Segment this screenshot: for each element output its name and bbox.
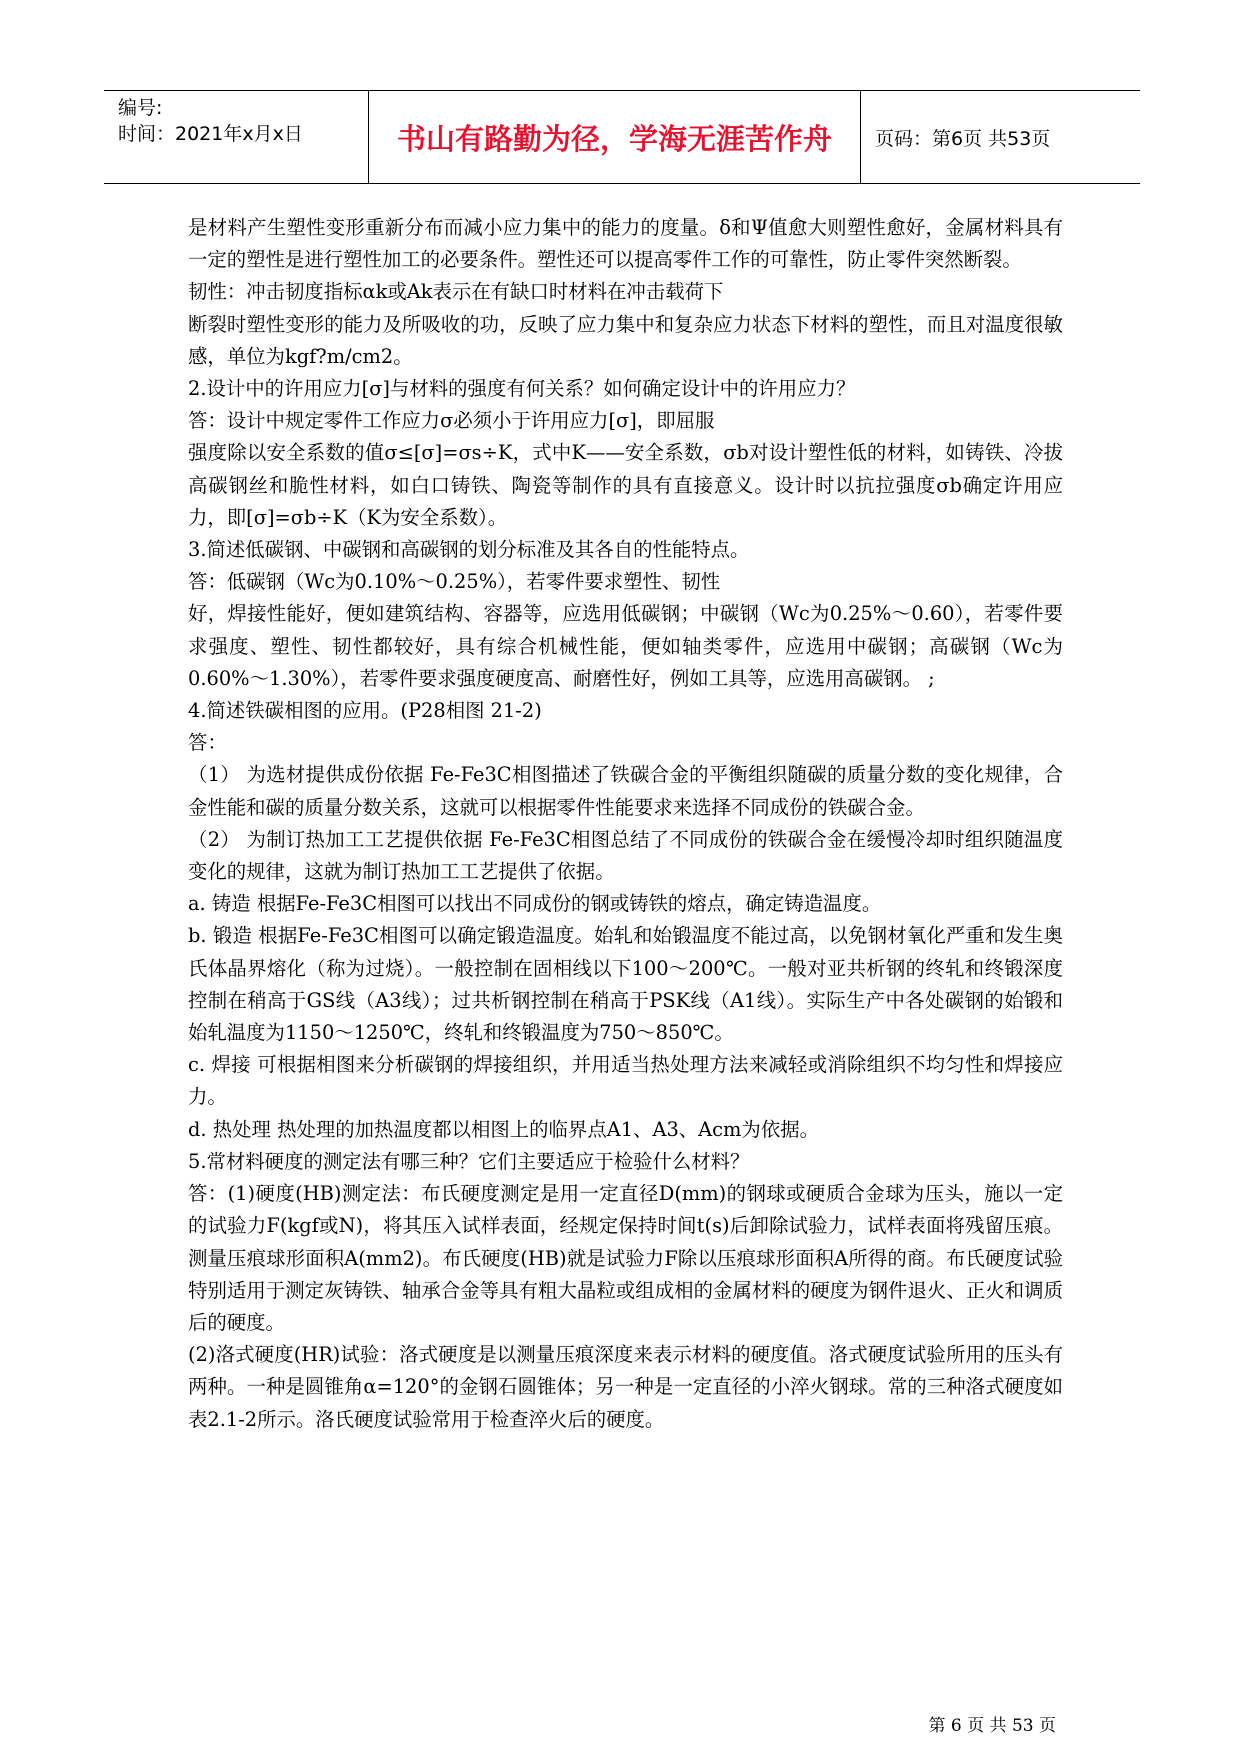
- paragraph: c. 焊接 可根据相图来分析碳钢的焊接组织，并用适当热处理方法来减轻或消除组织不均匀性和焊接应力。: [188, 1053, 1063, 1109]
- header-page-cell: [861, 91, 1140, 183]
- paragraph: d. 热处理 热处理的加热温度都以相图上的临界点A1、A3、Acm为依据。: [188, 1117, 819, 1141]
- paragraph: （1） 为选材提供成份依据 Fe-Fe3C相图描述了铁碳合金的平衡组织随碳的质量分数的变化规律，合金性能和碳的质量分数关系，这就可以根据零件性能要求来选择不同成份的铁碳合金。: [188, 763, 1063, 819]
- paragraph: 好，焊接性能好，便如建筑结构、容器等，应选用低碳钢；中碳钢（Wc为0.25%～0.60），若零件要求强度、塑性、韧性都较好，具有综合机械性能，便如轴类零件，应选用中碳钢；高碳钢（Wc为0.60%～1.30%），若零件要求强度硬度高、耐磨性好，例如工具等，应选用高碳钢。 ;: [188, 602, 1063, 690]
- header-motto-cell: [369, 91, 861, 183]
- paragraph: a. 铸造 根据Fe-Fe3C相图可以找出不同成份的钢或铸铁的熔点，确定铸造温度。: [188, 892, 882, 916]
- header-page-code: 页码：第6页 共53页: [875, 127, 1051, 150]
- header-motto: 书山有路勤为径，学海无涯苦作舟: [396, 121, 832, 156]
- question-heading: 3.简述低碳钢、中碳钢和高碳钢的划分标准及其各自的性能特点。: [188, 538, 750, 562]
- question-heading: 4.简述铁碳相图的应用。(P28相图 21-2): [188, 699, 542, 723]
- header-meta: [104, 91, 369, 183]
- question-heading: 2.设计中的许用应力[σ]与材料的强度有何关系？如何确定设计中的许用应力？: [188, 377, 856, 401]
- paragraph: 断裂时塑性变形的能力及所吸收的功，反映了应力集中和复杂应力状态下材料的塑性，而且对温度很敏感，单位为kgf?m/cm2。: [188, 312, 1063, 368]
- question-heading: 5.常材料硬度的测定法有哪三种？它们主要适应于检验什么材料？: [188, 1149, 750, 1173]
- paragraph: 强度除以安全系数的值σ≤[σ]=σs÷K，式中K——安全系数，σb对设计塑性低的材料，如铸铁、冷拔高碳钢丝和脆性材料，如白口铸铁、陶瓷等制作的具有直接意义。设计时以抗拉强度σb确定许用应力，即[σ]=σb÷K（K为安全系数）。: [188, 441, 1063, 529]
- paragraph: 答：(1)硬度(HB)测定法：布氏硬度测定是用一定直径D(mm)的钢球或硬质合金球为压头，施以一定的试验力F(kgf或N)，将其压入试样表面，经规定保持时间t(s)后卸除试验力，试样表面将残留压痕。测量压痕球形面积A(mm2)。布氏硬度(HB)就是试验力F除以压痕球形面积A所得的商。布氏硬度试验特别适用于测定灰铸铁、轴承合金等具有粗大晶粒或组成相的金属材料的硬度为钢件退火、正火和调质后的硬度。: [188, 1182, 1063, 1334]
- page-header: [104, 90, 1140, 184]
- paragraph: （2） 为制订热加工工艺提供依据 Fe-Fe3C相图总结了不同成份的铁碳合金在缓慢冷却时组织随温度变化的规律，这就为制订热加工工艺提供了依据。: [188, 827, 1063, 884]
- paragraph: 答：设计中规定零件工作应力σ必须小于许用应力[σ]，即屈服: [188, 409, 715, 433]
- paragraph: 是材料产生塑性变形重新分布而减小应力集中的能力的度量。δ和Ψ值愈大则塑性愈好，金属材料具有一定的塑性是进行塑性加工的必要条件。塑性还可以提高零件工作的可靠性，防止零件突然断裂。: [188, 216, 1063, 272]
- paragraph: 答：低碳钢（Wc为0.10%～0.25%），若零件要求塑性、韧性: [188, 570, 721, 594]
- paragraph: (2)洛式硬度(HR)试验：洛式硬度是以测量压痕深度来表示材料的硬度值。洛式硬度试验所用的压头有两种。一种是圆锥角α=120°的金钢石圆锥体；另一种是一定直径的小淬火钢球。常的三种洛式硬度如表2.1-2所示。洛氏硬度试验常用于检查淬火后的硬度。: [188, 1343, 1063, 1431]
- page-footer: 第 6 页 共 53 页: [928, 1716, 1056, 1736]
- document-time: 时间：2021年x月x日: [118, 123, 303, 145]
- document-number-label: 编号:: [118, 97, 163, 119]
- paragraph: 答：: [188, 731, 227, 755]
- paragraph: b. 锻造 根据Fe-Fe3C相图可以确定锻造温度。始轧和始锻温度不能过高，以免钢材氧化严重和发生奥氏体晶界熔化（称为过烧）。一般控制在固相线以下100～200℃。一般对亚共析钢的终轧和终锻深度控制在稍高于GS线（A3线）；过共析钢控制在稍高于PSK线（A1线）。实际生产中各处碳钢的始锻和始轧温度为1150～1250℃，终轧和终锻温度为750～850℃。: [188, 924, 1063, 1045]
- document-body: [188, 212, 1063, 1436]
- paragraph: 韧性：冲击韧度指标αk或Ak表示在有缺口时材料在冲击载荷下: [188, 280, 724, 304]
